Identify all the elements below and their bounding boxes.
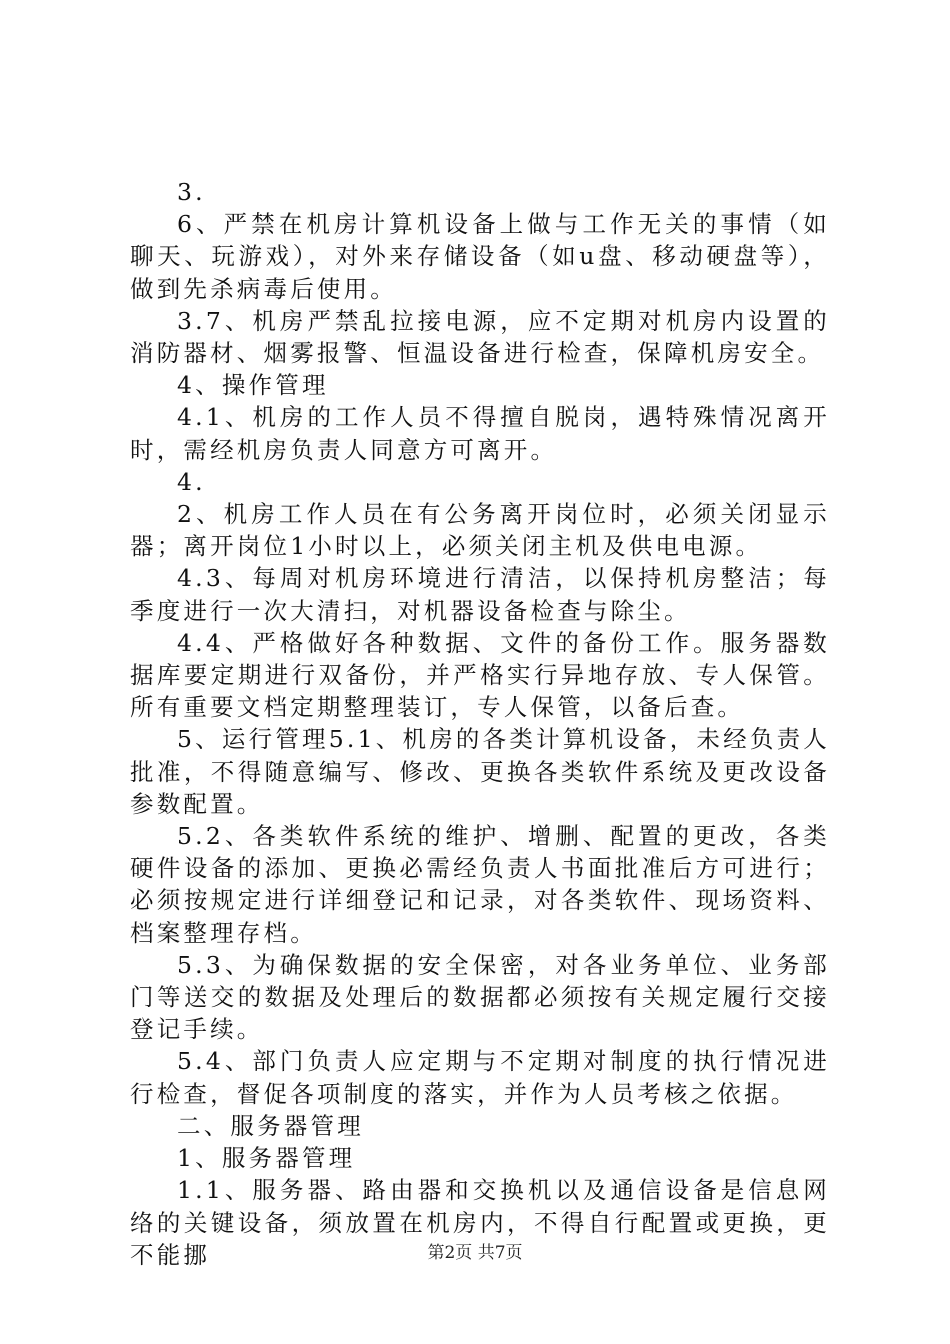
paragraph: 5.3、为确保数据的安全保密，对各业务单位、业务部门等送交的数据及处理后的数据都必须按有关规定履行交接登记手续。 [130, 950, 830, 1044]
paragraph: 5、运行管理5.1、机房的各类计算机设备，未经负责人批准，不得随意编写、修改、更换各类软件系统及更改设备参数配置。 [130, 725, 830, 818]
paragraph: 5.4、部门负责人应定期与不定期对制度的执行情况进行检查，督促各项制度的落实，并作为人员考核之依据。 [130, 1047, 830, 1108]
document-body [130, 176, 830, 1271]
paragraph: 5.2、各类软件系统的维护、增删、配置的更改，各类硬件设备的添加、更换必需经负责人书面批准后方可进行；必须按规定进行详细登记和记录，对各类软件、现场资料、档案整理存档。 [130, 822, 830, 947]
section-heading: 二、服务器管理 [177, 1111, 364, 1140]
paragraph: 4. [177, 467, 206, 496]
paragraph: 4.4、严格做好各种数据、文件的备份工作。服务器数据库要定期进行双备份，并严格实行异地存放、专人保管。所有重要文档定期整理装订，专人保管，以备后查。 [130, 628, 830, 722]
section-heading: 4、操作管理 [177, 371, 329, 400]
paragraph: 6、严禁在机房计算机设备上做与工作无关的事情（如聊天、玩游戏），对外来存储设备（如u盘、移动硬盘等），做到先杀病毒后使用。 [130, 210, 830, 303]
paragraph: 3.7、机房严禁乱拉接电源，应不定期对机房内设置的消防器材、烟雾报警、恒温设备进行检查，保障机房安全。 [130, 306, 830, 368]
paragraph: 3. [177, 178, 206, 206]
page-number-footer: 第2页 共7页 [427, 1243, 523, 1263]
paragraph: 2、机房工作人员在有公务离开岗位时，必须关闭显示器；离开岗位1小时以上，必须关闭主机及供电电源。 [130, 500, 830, 561]
paragraph: 4.3、每周对机房环境进行清洁，以保持机房整洁；每季度进行一次大清扫，对机器设备检查与除尘。 [130, 564, 830, 625]
paragraph: 4.1、机房的工作人员不得擅自脱岗，遇特殊情况离开时，需经机房负责人同意方可离开。 [130, 403, 830, 464]
paragraph: 1.1、服务器、路由器和交换机以及通信设备是信息网络的关键设备，须放置在机房内，不得自行配置或更换，更不能挪 [130, 1176, 830, 1269]
section-heading: 1、服务器管理 [177, 1144, 356, 1173]
